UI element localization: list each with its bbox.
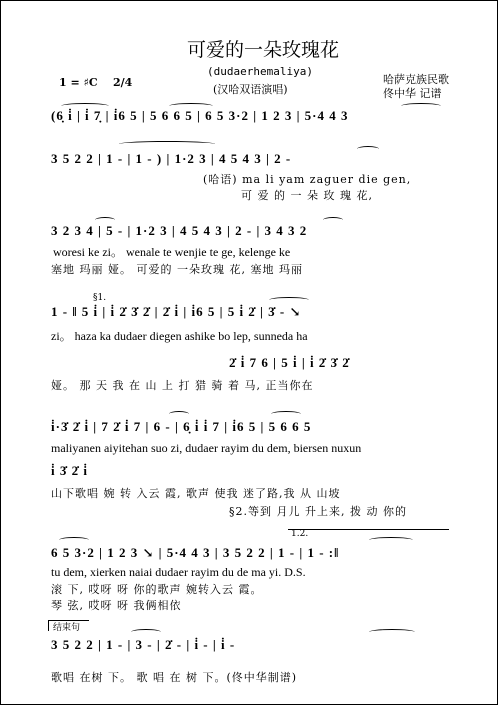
lyrics-cn-6: 滚 下, 哎呀 呀 你的歌声 婉转入云 霞。 [51,583,263,596]
lyrics-cn-5b: §2.等到 月儿 升上来, 拨 动 你的 [229,505,407,518]
tie [369,537,413,543]
notation-line-6: 6 5 3·2 | 1 2 3 ↘ | 5·4 4 3 | 3 5 2 2 | 1 - | 1 - :‖ [51,545,340,560]
notation-line-1: (6̣ i̇ | i̇ 7̣ | i̇6 5 | 5 6 6 5 | 6 5 3·2 | 1 2 3 | 5·4 4 3 [51,108,349,123]
segno-marker: §1. [93,293,107,303]
lyrics-phonetic-2: (哈语) ma li yam zaguer die gen, [203,173,412,186]
song-title: 可爱的一朵玫瑰花 [187,39,340,61]
lyrics-phonetic-3: woresi ke zi。 wenale te wenjie te ge, kelenge ke [53,245,291,259]
lyrics-phonetic-4: zi。 haza ka dudaer diegen ashike bo lep, sunneda ha [51,329,308,343]
lyrics-cn-5: 山下歌唱 婉 转 入云 霞, 歌声 使我 迷了路,我 从 山坡 [51,487,341,500]
performance-note: (汉哈双语演唱) [213,83,288,96]
slur [59,537,89,543]
sub-notation-4: 2̇ i̇ 7 6 | 5 i̇ | i̇ 2̇ 3̇ 2̇ [229,355,350,370]
slur [357,146,379,152]
notation-line-7: 3 5 2 2 | 1 - | 3 - | 2̇ - | i̇ - | i̇ - [51,637,236,652]
slur [169,411,189,417]
key-signature: 1 = ♯C [59,76,98,89]
slur [269,297,309,303]
time-signature: 2/4 [113,76,133,89]
notation-line-2: 3 5 2 2 | 1 - | 1 - ) | 1·2 3 | 4 5 4 3 | 2 - [51,151,292,166]
sub-notation-5: i̇ 3̇ 2̇ i̇ [51,463,88,478]
lyrics-cn-2: 可 爱 的 一 朵 玫 瑰 花, [241,189,373,202]
slur [401,103,441,109]
volta-bracket [288,529,449,530]
lyrics-phonetic-6: tu dem, xierken naiai dudaer rayim du de ma yi. D.S. [51,565,306,579]
ending-label: 结束句 [53,623,81,633]
volta-label: 1.2. [291,529,309,539]
lyrics-cn-6b: 琴 弦, 哎呀 呀 我俩相依 [51,599,182,612]
slur [271,411,301,417]
notation-line-3: 3 2 3 4 | 5 - | 1·2 3 | 4 5 4 3 | 2 - | 3 4 3 2 [51,223,308,238]
lyrics-cn-7: 歌唱 在树 下。 歌 唱 在 树 下。(佟中华制谱) [51,671,298,684]
notation-line-5: i̇·3̇ 2̇ i̇ | 7 2̇ i̇ 7 | 6 - | 6̣ i̇ i̇ 7 | i̇6 5 | 5 6 6 5 [51,419,312,434]
tie [131,629,161,635]
slur [95,217,115,223]
tie [119,141,215,147]
slur [61,103,109,109]
slur [169,103,213,109]
slur [323,217,343,223]
song-origin: 哈萨克族民歌 [383,73,449,86]
lyrics-cn-4: 娅。 那 天 我 在 山 上 打 猎 骑 着 马, 正当你在 [51,379,314,392]
notation-line-4: 1 - ‖ 5 i̇ | i̇ 2̇ 3̇ 2̇ | 2̇ i̇ | i̇6 5 | 5 i̇ 2̇ | 3̇ - ↘ [51,304,302,319]
lyrics-phonetic-5: maliyanen aiyitehan suo zi, dudaer rayim du dem, biersen nuxun [51,441,362,455]
transcriber: 佟中华 记谱 [383,87,442,100]
tie [369,629,415,635]
lyrics-cn-3: 塞地 玛丽 娅。 可爱的 一朵玫瑰 花, 塞地 玛丽 [51,263,303,276]
song-subtitle: (dudaerhemaliya) [207,65,313,78]
